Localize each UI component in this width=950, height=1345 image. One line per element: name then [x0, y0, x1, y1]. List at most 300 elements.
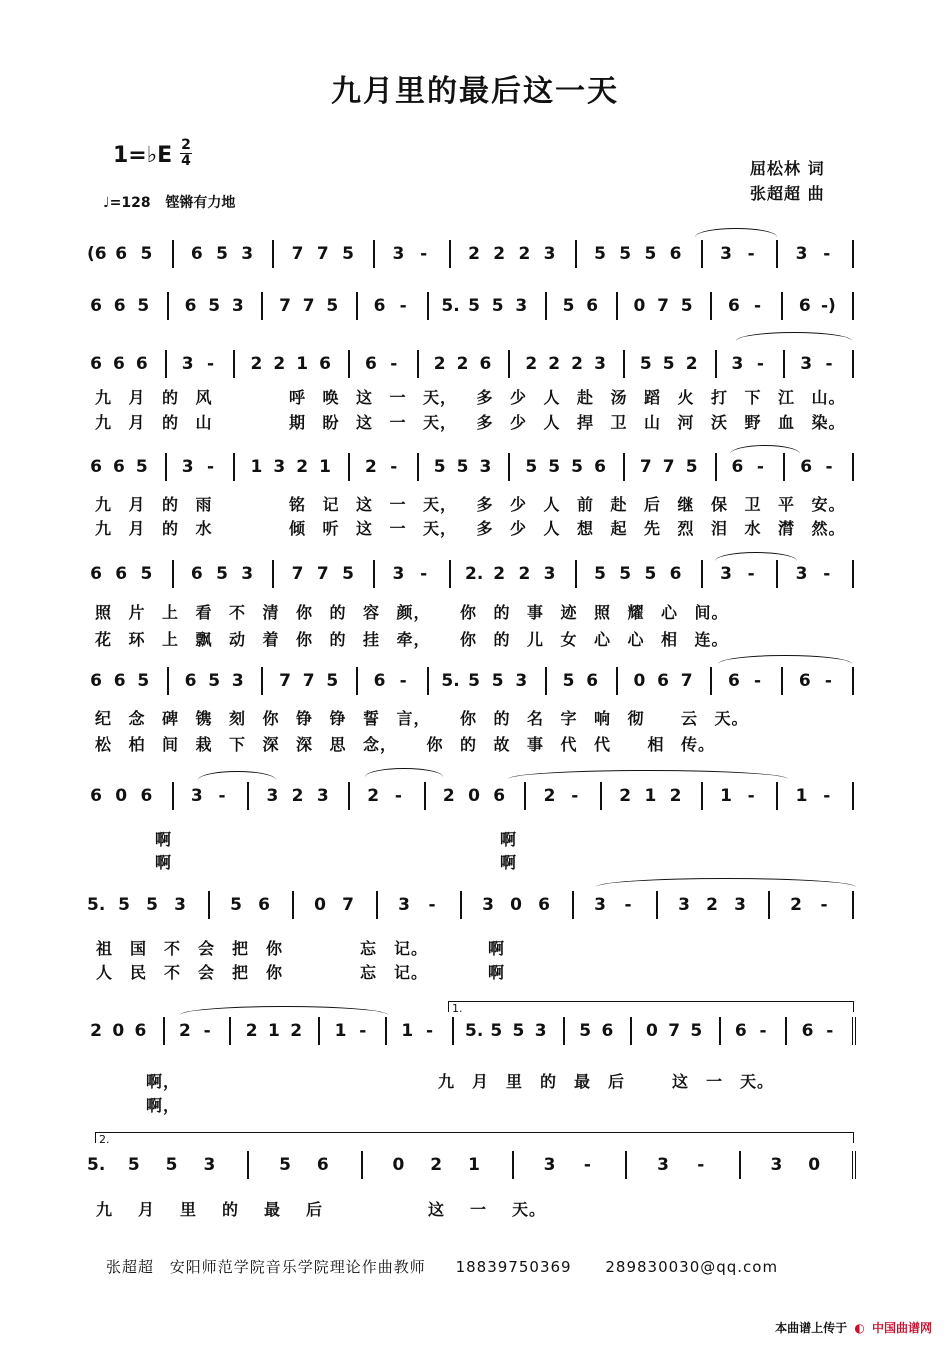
lyric-syllable: 后: [644, 495, 662, 514]
lyric-syllable: 容: [363, 603, 381, 622]
lyric-syllable: 这: [356, 413, 374, 432]
lyric-syllable: 铮: [296, 709, 314, 728]
tie-slur: [695, 228, 777, 237]
lyric-syllable: 捍: [577, 413, 595, 432]
barline: [508, 350, 510, 378]
author-email: 289830030@qq.com: [605, 1258, 779, 1276]
lyric-syllable: 记。: [394, 939, 429, 958]
note: 6: [669, 564, 682, 584]
note: 3: [266, 786, 279, 806]
note: 7: [291, 564, 304, 584]
barline: [233, 350, 235, 378]
lyric-syllable: 雨: [195, 495, 213, 514]
lyric-syllable: 唤: [322, 388, 340, 407]
lyric-line: [0, 385, 950, 407]
note: 2: [179, 1021, 191, 1041]
barline: [776, 782, 778, 810]
dash-extension: -: [394, 786, 402, 806]
lyric-syllable: 心: [627, 630, 645, 649]
lyric-syllable: 念: [128, 709, 146, 728]
note: 2: [493, 564, 506, 584]
lyric-syllable: 染。: [811, 413, 846, 432]
dash-extension: -: [823, 244, 831, 264]
note: 6: [669, 244, 682, 264]
lyric-syllable: 刻: [229, 709, 247, 728]
note: 6: [798, 671, 811, 691]
note: 5: [644, 564, 657, 584]
lyric-syllable: 连。: [694, 630, 729, 649]
note: 2: [250, 354, 263, 374]
note: 3: [795, 564, 808, 584]
note: 6: [734, 1021, 747, 1041]
lyric-syllable: 赴: [577, 388, 595, 407]
note: 3: [273, 457, 286, 477]
barline: [348, 350, 350, 378]
site-name: 中国曲谱网: [871, 1321, 932, 1335]
volta-1-label: 1.: [452, 1002, 463, 1015]
barline: [575, 560, 577, 588]
barline: [781, 667, 783, 695]
dash-extension: -: [207, 354, 215, 374]
lyric-syllable: 人: [543, 388, 561, 407]
lyric-syllable: 泪: [711, 519, 729, 538]
note: 7: [680, 671, 693, 691]
note: 7: [279, 296, 291, 316]
lyric-syllable: 天。: [512, 1200, 547, 1219]
note: 6: [493, 786, 506, 806]
note: 6: [319, 354, 331, 374]
note: 1: [319, 457, 331, 477]
barline: [348, 782, 350, 810]
dash-extension: -: [697, 1155, 705, 1175]
lyric-line: [0, 410, 950, 432]
barline: [600, 782, 602, 810]
lyric-syllable: 一: [706, 1072, 724, 1091]
lyric-syllable: 天，: [423, 413, 458, 432]
dash-extension: -: [759, 1021, 767, 1041]
note: 3: [720, 244, 732, 264]
note: 1: [795, 786, 808, 806]
note: 2: [669, 786, 682, 806]
barline: [172, 782, 174, 810]
lyric-syllable: 镌: [195, 709, 213, 728]
note: 3: [174, 895, 186, 915]
note: 2: [518, 244, 531, 264]
dash-extension: -: [747, 564, 755, 584]
lyric-syllable: 这: [356, 388, 374, 407]
note: -): [820, 296, 836, 316]
barline: [512, 1151, 514, 1179]
barline: [623, 453, 625, 481]
lyric-syllable: 人: [543, 495, 561, 514]
lyric-syllable: 把: [232, 963, 250, 982]
dash-extension: -: [825, 354, 833, 374]
note: 5: [680, 296, 693, 316]
note: 7: [342, 895, 354, 915]
note: 5: [118, 895, 130, 915]
barline: [739, 1151, 741, 1179]
dash-extension: -: [203, 1021, 211, 1041]
note: 3: [515, 671, 528, 691]
note: 3: [720, 564, 732, 584]
barline: [356, 667, 358, 695]
lyric-syllable: 你: [262, 709, 280, 728]
score-row: [0, 667, 950, 697]
note: 3: [594, 895, 606, 915]
note: 3: [543, 244, 556, 264]
lyric-syllable: 你: [266, 939, 284, 958]
barline: [616, 667, 618, 695]
lyric-syllable: 铭: [289, 495, 307, 514]
barline: [783, 453, 785, 481]
barline: [452, 1017, 454, 1045]
lyric-syllable: 颜，: [396, 603, 431, 622]
lyric-syllable: 前: [577, 495, 595, 514]
lyric-syllable: 野: [744, 413, 762, 432]
score-row: [0, 350, 950, 380]
lyric-syllable: 赴: [610, 495, 628, 514]
note: 3: [316, 786, 329, 806]
lyric-syllable: 啊: [500, 830, 518, 849]
note: 6: [538, 895, 550, 915]
barline: [701, 240, 703, 268]
lyric-syllable: 深: [262, 735, 280, 754]
note: 0: [645, 1021, 658, 1041]
note: 6: [184, 296, 197, 316]
barline: [427, 292, 429, 320]
dash-extension: -: [390, 354, 398, 374]
note: 6: [373, 671, 386, 691]
lyric-syllable: 忘: [360, 963, 378, 982]
dash-extension: -: [399, 296, 407, 316]
lyric-line: [0, 1069, 950, 1091]
lyric-syllable: 山。: [811, 388, 846, 407]
note: 6: [112, 354, 125, 374]
note: 3: [181, 354, 194, 374]
note: 6: [134, 1021, 147, 1041]
note: 5: [662, 354, 675, 374]
note: 2: [518, 564, 531, 584]
barline: [852, 667, 854, 695]
note: 7: [316, 564, 329, 584]
dash-extension: -: [420, 564, 428, 584]
note: 2: [290, 1021, 303, 1041]
tie-slur: [180, 1006, 388, 1015]
note: 5: [594, 244, 606, 264]
lyric-syllable: 月: [128, 413, 146, 432]
barline: [852, 782, 854, 810]
lyric-syllable: 片: [128, 603, 146, 622]
note: 1: [468, 1155, 480, 1175]
note: 3: [482, 895, 494, 915]
dash-extension: -: [428, 895, 436, 915]
barline: [385, 1017, 387, 1045]
lyric-syllable: 九: [95, 388, 113, 407]
note: 5: [685, 457, 698, 477]
note: 5: [208, 296, 221, 316]
author-affiliation: 安阳师范学院音乐学院理论作曲教师: [169, 1258, 426, 1276]
note: 7: [668, 1021, 681, 1041]
note: 6: [727, 671, 740, 691]
time-signature: [180, 138, 192, 169]
lyric-syllable: 啊: [488, 939, 506, 958]
note: 6: [373, 296, 386, 316]
lyric-syllable: 九: [438, 1072, 456, 1091]
note: 3: [734, 895, 746, 915]
volta-2-label: 2.: [99, 1133, 110, 1146]
tie-slur: [508, 770, 788, 779]
note: 5: [562, 296, 575, 316]
lyric-syllable: 这: [672, 1072, 690, 1091]
lyric-line: [0, 600, 950, 622]
lyric-syllable: 人: [543, 413, 561, 432]
barline: [781, 292, 783, 320]
note: 3: [398, 895, 410, 915]
lyric-line: [0, 732, 950, 754]
note: 3: [181, 457, 194, 477]
lyric-syllable: 彻: [627, 709, 645, 728]
lyric-syllable: 九: [95, 519, 113, 538]
lyric-syllable: 你: [460, 603, 478, 622]
lyric-line: [0, 850, 950, 872]
lyric-syllable: 字: [560, 709, 578, 728]
note: 1: [250, 457, 263, 477]
lyric-syllable: 代: [594, 735, 612, 754]
barline: [776, 560, 778, 588]
tie-slur: [736, 332, 852, 341]
dash-extension: -: [571, 786, 579, 806]
lyric-syllable: 记: [322, 495, 340, 514]
lyric-syllable: 多: [476, 495, 494, 514]
note: 1: [644, 786, 657, 806]
note: 5: [468, 296, 480, 316]
note: 6: [586, 296, 599, 316]
lyric-syllable: 间: [162, 735, 180, 754]
note: 2: [90, 1021, 102, 1041]
lyric-syllable: 先: [644, 519, 662, 538]
barline: [701, 560, 703, 588]
lyric-syllable: 月: [472, 1072, 490, 1091]
note: 6: [90, 786, 102, 806]
volta-1: [448, 1001, 854, 1015]
note: 5: [146, 895, 158, 915]
barline: [785, 1017, 787, 1045]
lyric-syllable: 人: [96, 963, 114, 982]
note: 6: [184, 671, 197, 691]
dash-extension: -: [756, 457, 764, 477]
note: 5: [326, 296, 339, 316]
lyric-syllable: 心: [661, 603, 679, 622]
note: 2: [296, 457, 309, 477]
note: 5: [491, 671, 504, 691]
time-bottom: 4: [181, 153, 191, 169]
note: 5: [490, 1021, 503, 1041]
lyric-syllable: 照: [594, 603, 612, 622]
lyric-syllable: 迹: [560, 603, 578, 622]
lyric-line: [0, 1197, 950, 1219]
barline: [318, 1017, 320, 1045]
note: 3: [800, 354, 813, 374]
lyric-syllable: 你: [426, 735, 444, 754]
lyric-syllable: 会: [198, 963, 216, 982]
lyric-syllable: 期: [289, 413, 307, 432]
note: 5: [644, 244, 657, 264]
barline: [852, 453, 854, 481]
lyric-syllable: 间。: [694, 603, 729, 622]
lyric-syllable: 后: [306, 1200, 324, 1219]
lyric-line: [0, 516, 950, 538]
barline: [625, 1151, 627, 1179]
barline: [272, 240, 274, 268]
lyric-syllable: 蹈: [644, 388, 662, 407]
lyric-syllable: 你: [460, 630, 478, 649]
lyric-syllable: 九: [96, 1200, 114, 1219]
lyric-syllable: 水: [744, 519, 762, 538]
barline: [208, 891, 210, 919]
lyric-syllable: 儿: [527, 630, 545, 649]
lyric-syllable: 忘: [360, 939, 378, 958]
score-row: [0, 1017, 950, 1047]
note: 0: [314, 895, 326, 915]
lyric-syllable: 起: [610, 519, 628, 538]
note: 2: [493, 244, 506, 264]
site-logo-icon: ◐: [854, 1321, 865, 1335]
barline: [348, 453, 350, 481]
note: 2: [430, 1155, 443, 1175]
note: 3: [241, 564, 254, 584]
lyric-syllable: 会: [198, 939, 216, 958]
lyric-syllable: 下: [229, 735, 247, 754]
lyric-syllable: 的: [493, 709, 511, 728]
barline: [783, 350, 785, 378]
lyric-syllable: 后: [608, 1072, 626, 1091]
dash-extension: -: [747, 244, 755, 264]
note: 2: [291, 786, 304, 806]
note: 6: [190, 244, 203, 264]
note: 5: [468, 671, 480, 691]
note: 5: [690, 1021, 703, 1041]
lyric-syllable: 盼: [322, 413, 340, 432]
note: 6: [479, 354, 492, 374]
lyric-syllable: 挂: [363, 630, 381, 649]
lyric-syllable: 响: [594, 709, 612, 728]
lyric-syllable: 继: [677, 495, 695, 514]
note: 3: [515, 296, 528, 316]
note: 5: [208, 671, 221, 691]
note: 6: [90, 564, 102, 584]
expression-text: 铿锵有力地: [165, 195, 236, 211]
note: 6: [601, 1021, 614, 1041]
barline: [167, 292, 169, 320]
barline: [572, 891, 574, 919]
lyric-syllable: 九: [95, 495, 113, 514]
dash-extension: -: [753, 296, 762, 316]
note: 6: [90, 354, 102, 374]
lyric-syllable: 这: [356, 495, 374, 514]
lyric-syllable: 不: [229, 603, 247, 622]
barline: [229, 1017, 231, 1045]
lyric-syllable: 的: [540, 1072, 558, 1091]
lyric-syllable: 的: [329, 603, 347, 622]
lyric-syllable: 多: [476, 519, 494, 538]
note: 7: [662, 457, 675, 477]
lyric-syllable: 一: [389, 413, 407, 432]
note: 5: [342, 564, 354, 584]
upload-note: [775, 1319, 932, 1336]
barline: [545, 667, 547, 695]
note: 5.: [441, 296, 460, 316]
lyric-syllable: 祖: [96, 939, 114, 958]
note: 6: [90, 296, 102, 316]
barline: [460, 891, 462, 919]
note: 0: [808, 1155, 821, 1175]
lyric-syllable: 的: [460, 735, 478, 754]
lyric-syllable: 少: [510, 519, 528, 538]
note: 5: [639, 354, 652, 374]
note: 6: [657, 671, 669, 691]
score-row: [0, 782, 950, 812]
author-phone: 18839750369: [455, 1258, 572, 1276]
note: 5: [127, 1155, 140, 1175]
note: 5: [140, 564, 153, 584]
note: 2.: [465, 564, 484, 584]
note: 5: [137, 671, 150, 691]
dash-extension: -: [359, 1021, 367, 1041]
barline: [768, 891, 770, 919]
note: 0: [392, 1155, 405, 1175]
lyric-syllable: 深: [296, 735, 314, 754]
dash-extension: -: [583, 1155, 591, 1175]
note: 2: [543, 786, 556, 806]
note: 1: [720, 786, 732, 806]
note: 0: [510, 895, 522, 915]
note: 3: [731, 354, 744, 374]
lyric-syllable: 汤: [610, 388, 628, 407]
note: 6: [801, 1021, 814, 1041]
lyric-syllable: 一: [470, 1200, 488, 1219]
lyric-syllable: 照: [95, 603, 113, 622]
lyric-syllable: 江: [778, 388, 796, 407]
lyric-syllable: 事: [527, 603, 545, 622]
note: 5: [491, 296, 504, 316]
dash-extension: -: [756, 354, 764, 374]
barline: [261, 667, 263, 695]
note: 5: [579, 1021, 592, 1041]
barline: [165, 453, 167, 481]
score-row: [0, 1151, 950, 1181]
lyric-syllable: 山: [644, 413, 662, 432]
note: 0: [115, 786, 128, 806]
note: 5: [562, 671, 575, 691]
note: 5: [456, 457, 469, 477]
lyric-syllable: 倾: [289, 519, 307, 538]
lyric-syllable: 的: [162, 413, 180, 432]
barline: [361, 1151, 363, 1179]
lyric-syllable: 碑: [162, 709, 180, 728]
volta-2: [95, 1132, 854, 1146]
note: 3: [534, 1021, 547, 1041]
lyric-syllable: 天，: [423, 519, 458, 538]
lyric-syllable: 风: [195, 388, 213, 407]
note: 5: [279, 1155, 291, 1175]
barline: [630, 1017, 632, 1045]
score-row: [0, 453, 950, 483]
note: 0: [468, 786, 480, 806]
note: 3: [231, 296, 244, 316]
lyric-syllable: 天，: [423, 388, 458, 407]
barline: [373, 560, 375, 588]
note: 2: [273, 354, 286, 374]
